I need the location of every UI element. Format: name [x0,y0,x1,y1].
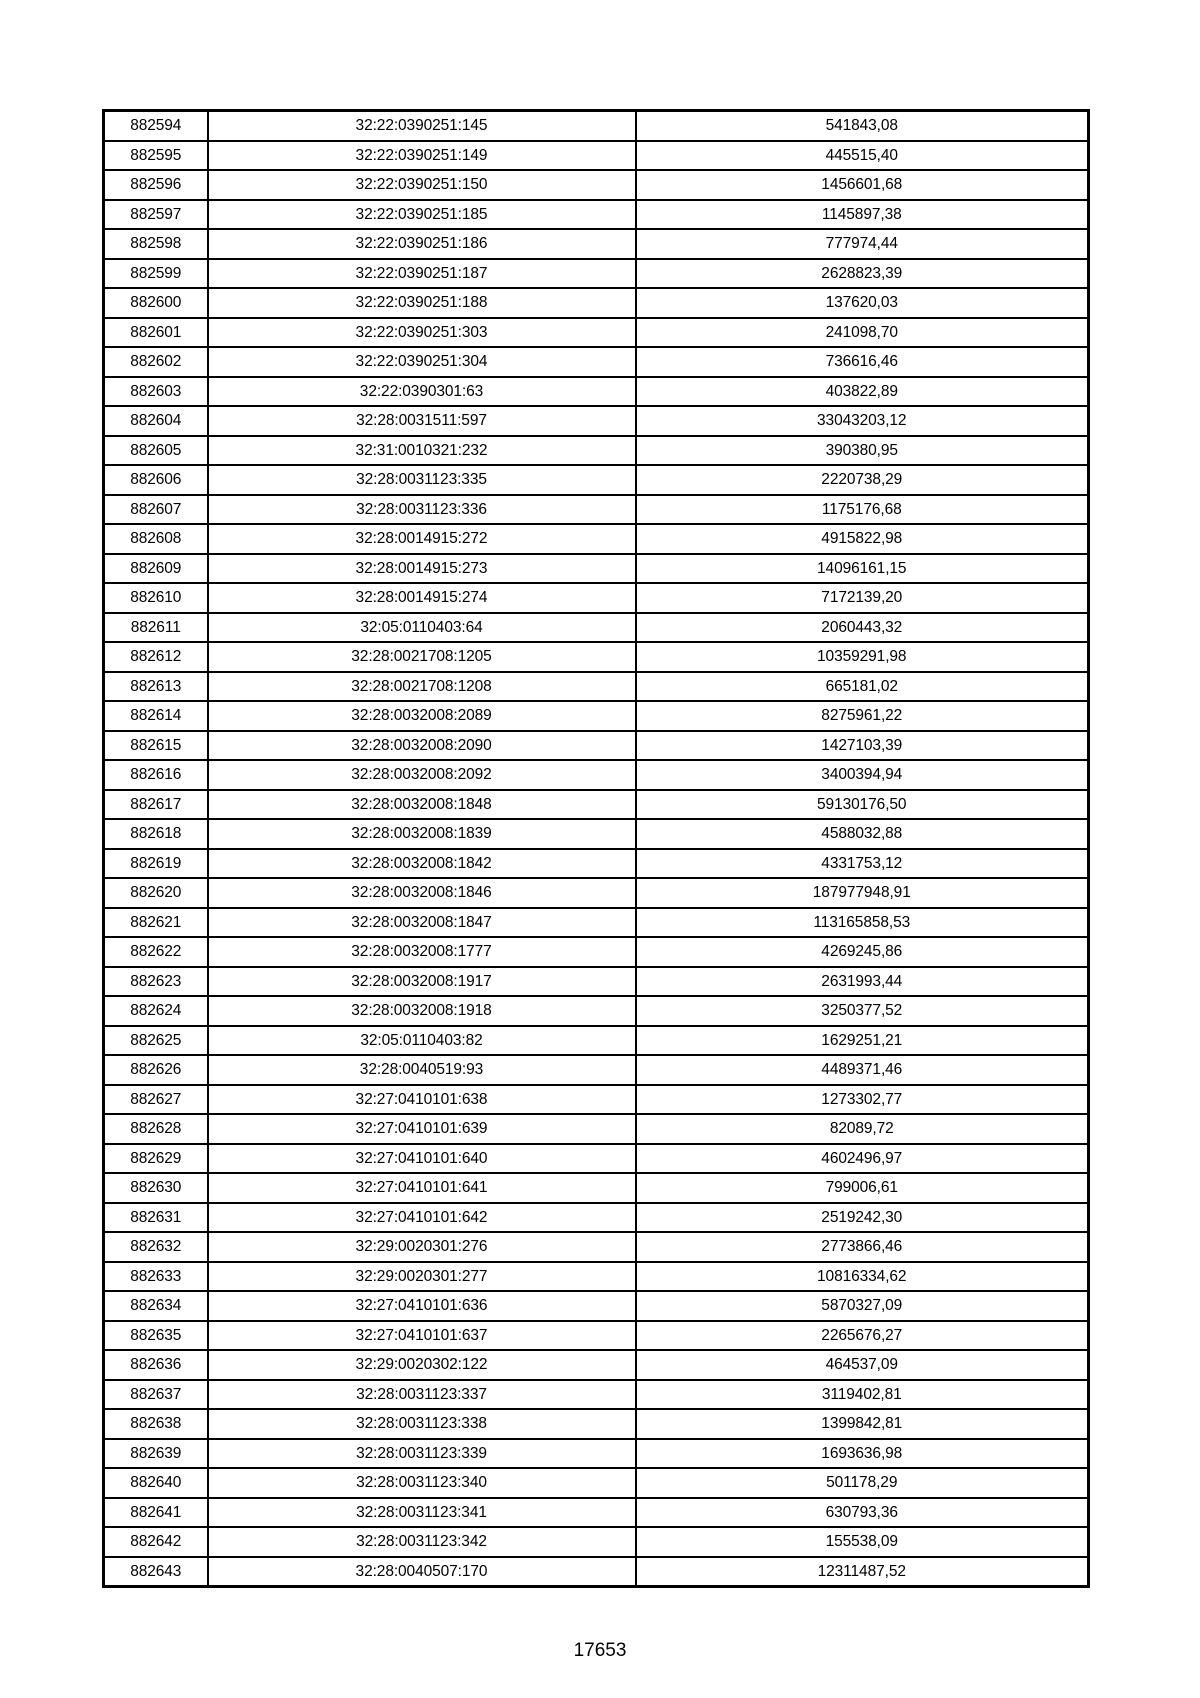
cadastral-number-cell: 32:29:0020302:122 [208,1350,636,1380]
value-cell: 3250377,52 [636,996,1089,1026]
value-cell: 1456601,68 [636,170,1089,200]
value-cell: 390380,95 [636,436,1089,466]
cadastral-number-cell: 32:28:0021708:1205 [208,642,636,672]
row-number-cell: 882637 [104,1380,208,1410]
row-number-cell: 882639 [104,1439,208,1469]
row-number-cell: 882595 [104,141,208,171]
table-row [104,613,1089,643]
cadastral-number-cell: 32:05:0110403:82 [208,1026,636,1056]
table-row [104,436,1089,466]
table-row [104,495,1089,525]
value-cell: 4915822,98 [636,524,1089,554]
table-row [104,1527,1089,1557]
cadastral-number-cell: 32:28:0031123:340 [208,1468,636,1498]
row-number-cell: 882622 [104,937,208,967]
value-cell: 630793,36 [636,1498,1089,1528]
table-row [104,1173,1089,1203]
cadastral-number-cell: 32:22:0390251:304 [208,347,636,377]
value-cell: 12311487,52 [636,1557,1089,1587]
row-number-cell: 882602 [104,347,208,377]
table-row [104,672,1089,702]
value-cell: 14096161,15 [636,554,1089,584]
row-number-cell: 882599 [104,259,208,289]
row-number-cell: 882641 [104,1498,208,1528]
cadastral-number-cell: 32:22:0390251:187 [208,259,636,289]
cadastral-number-cell: 32:28:0031123:341 [208,1498,636,1528]
row-number-cell: 882603 [104,377,208,407]
table-row [104,259,1089,289]
value-cell: 241098,70 [636,318,1089,348]
row-number-cell: 882629 [104,1144,208,1174]
cadastral-number-cell: 32:28:0032008:1842 [208,849,636,879]
table-row [104,1144,1089,1174]
table-row [104,141,1089,171]
row-number-cell: 882600 [104,288,208,318]
cadastral-number-cell: 32:22:0390301:63 [208,377,636,407]
table-body [104,111,1089,1587]
value-cell: 799006,61 [636,1173,1089,1203]
row-number-cell: 882606 [104,465,208,495]
table-row [104,1380,1089,1410]
table-row [104,554,1089,584]
value-cell: 113165858,53 [636,908,1089,938]
cadastral-number-cell: 32:28:0032008:1847 [208,908,636,938]
value-cell: 3119402,81 [636,1380,1089,1410]
value-cell: 464537,09 [636,1350,1089,1380]
row-number-cell: 882615 [104,731,208,761]
cadastral-number-cell: 32:28:0032008:2090 [208,731,636,761]
cadastral-number-cell: 32:27:0410101:640 [208,1144,636,1174]
table-row [104,1262,1089,1292]
table-row [104,229,1089,259]
value-cell: 2631993,44 [636,967,1089,997]
row-number-cell: 882610 [104,583,208,613]
value-cell: 187977948,91 [636,878,1089,908]
table-row [104,318,1089,348]
row-number-cell: 882613 [104,672,208,702]
value-cell: 1145897,38 [636,200,1089,230]
cadastral-number-cell: 32:28:0031123:336 [208,495,636,525]
table-row [104,967,1089,997]
value-cell: 501178,29 [636,1468,1089,1498]
cadastral-number-cell: 32:28:0032008:1918 [208,996,636,1026]
row-number-cell: 882594 [104,111,208,141]
value-cell: 10816334,62 [636,1262,1089,1292]
cadastral-number-cell: 32:28:0014915:274 [208,583,636,613]
value-cell: 59130176,50 [636,790,1089,820]
table-row [104,1055,1089,1085]
table-row [104,1026,1089,1056]
row-number-cell: 882597 [104,200,208,230]
value-cell: 2773866,46 [636,1232,1089,1262]
data-table [102,109,1090,1588]
table-row [104,1468,1089,1498]
cadastral-number-cell: 32:28:0031123:338 [208,1409,636,1439]
value-cell: 665181,02 [636,672,1089,702]
table-row [104,1350,1089,1380]
row-number-cell: 882630 [104,1173,208,1203]
row-number-cell: 882631 [104,1203,208,1233]
cadastral-number-cell: 32:28:0040519:93 [208,1055,636,1085]
table-row [104,819,1089,849]
cadastral-number-cell: 32:27:0410101:641 [208,1173,636,1203]
table-row [104,1498,1089,1528]
cadastral-number-cell: 32:28:0032008:1848 [208,790,636,820]
value-cell: 4602496,97 [636,1144,1089,1174]
value-cell: 2628823,39 [636,259,1089,289]
table-row [104,111,1089,141]
value-cell: 541843,08 [636,111,1089,141]
value-cell: 4331753,12 [636,849,1089,879]
row-number-cell: 882617 [104,790,208,820]
table-row [104,878,1089,908]
row-number-cell: 882614 [104,701,208,731]
row-number-cell: 882604 [104,406,208,436]
cadastral-number-cell: 32:27:0410101:637 [208,1321,636,1351]
value-cell: 1175176,68 [636,495,1089,525]
cadastral-number-cell: 32:27:0410101:636 [208,1291,636,1321]
value-cell: 445515,40 [636,141,1089,171]
row-number-cell: 882605 [104,436,208,466]
table-row [104,1557,1089,1587]
row-number-cell: 882638 [104,1409,208,1439]
value-cell: 8275961,22 [636,701,1089,731]
cadastral-number-cell: 32:28:0032008:1846 [208,878,636,908]
row-number-cell: 882633 [104,1262,208,1292]
table-row [104,170,1089,200]
table-row [104,524,1089,554]
row-number-cell: 882627 [104,1085,208,1115]
value-cell: 5870327,09 [636,1291,1089,1321]
row-number-cell: 882609 [104,554,208,584]
value-cell: 2220738,29 [636,465,1089,495]
cadastral-number-cell: 32:22:0390251:186 [208,229,636,259]
row-number-cell: 882596 [104,170,208,200]
value-cell: 777974,44 [636,229,1089,259]
cadastral-number-cell: 32:28:0031123:339 [208,1439,636,1469]
value-cell: 137620,03 [636,288,1089,318]
cadastral-number-cell: 32:28:0031123:335 [208,465,636,495]
cadastral-number-cell: 32:29:0020301:277 [208,1262,636,1292]
table-row [104,790,1089,820]
value-cell: 736616,46 [636,347,1089,377]
row-number-cell: 882626 [104,1055,208,1085]
cadastral-number-cell: 32:28:0021708:1208 [208,672,636,702]
value-cell: 82089,72 [636,1114,1089,1144]
cadastral-number-cell: 32:28:0032008:1777 [208,937,636,967]
cadastral-number-cell: 32:28:0031123:337 [208,1380,636,1410]
row-number-cell: 882636 [104,1350,208,1380]
cadastral-number-cell: 32:22:0390251:188 [208,288,636,318]
table-row [104,1203,1089,1233]
cadastral-number-cell: 32:28:0031123:342 [208,1527,636,1557]
table-row [104,1114,1089,1144]
row-number-cell: 882624 [104,996,208,1026]
cadastral-number-cell: 32:31:0010321:232 [208,436,636,466]
table-row [104,200,1089,230]
table-row [104,908,1089,938]
cadastral-number-cell: 32:28:0032008:2089 [208,701,636,731]
value-cell: 1629251,21 [636,1026,1089,1056]
row-number-cell: 882620 [104,878,208,908]
row-number-cell: 882611 [104,613,208,643]
value-cell: 4489371,46 [636,1055,1089,1085]
row-number-cell: 882619 [104,849,208,879]
cadastral-number-cell: 32:27:0410101:639 [208,1114,636,1144]
value-cell: 403822,89 [636,377,1089,407]
row-number-cell: 882634 [104,1291,208,1321]
table-row [104,849,1089,879]
value-cell: 3400394,94 [636,760,1089,790]
row-number-cell: 882628 [104,1114,208,1144]
table-row [104,760,1089,790]
table-row [104,406,1089,436]
table-row [104,288,1089,318]
row-number-cell: 882642 [104,1527,208,1557]
table-row [104,642,1089,672]
row-number-cell: 882601 [104,318,208,348]
table-row [104,1439,1089,1469]
table-row [104,347,1089,377]
row-number-cell: 882608 [104,524,208,554]
row-number-cell: 882635 [104,1321,208,1351]
table-row [104,1232,1089,1262]
cadastral-number-cell: 32:28:0032008:1839 [208,819,636,849]
cadastral-number-cell: 32:22:0390251:150 [208,170,636,200]
cadastral-number-cell: 32:28:0014915:273 [208,554,636,584]
row-number-cell: 882640 [104,1468,208,1498]
value-cell: 2265676,27 [636,1321,1089,1351]
cadastral-number-cell: 32:22:0390251:149 [208,141,636,171]
table-row [104,1409,1089,1439]
row-number-cell: 882612 [104,642,208,672]
value-cell: 7172139,20 [636,583,1089,613]
table-row [104,701,1089,731]
cadastral-number-cell: 32:05:0110403:64 [208,613,636,643]
table-row [104,1085,1089,1115]
cadastral-number-cell: 32:22:0390251:185 [208,200,636,230]
row-number-cell: 882598 [104,229,208,259]
row-number-cell: 882625 [104,1026,208,1056]
table-row [104,1321,1089,1351]
table-row [104,377,1089,407]
table-row [104,731,1089,761]
cadastral-number-cell: 32:28:0032008:2092 [208,760,636,790]
value-cell: 1693636,98 [636,1439,1089,1469]
value-cell: 4269245,86 [636,937,1089,967]
value-cell: 1273302,77 [636,1085,1089,1115]
value-cell: 1427103,39 [636,731,1089,761]
value-cell: 1399842,81 [636,1409,1089,1439]
cadastral-number-cell: 32:27:0410101:638 [208,1085,636,1115]
cadastral-number-cell: 32:22:0390251:303 [208,318,636,348]
table-row [104,465,1089,495]
row-number-cell: 882643 [104,1557,208,1587]
table-row [104,1291,1089,1321]
row-number-cell: 882616 [104,760,208,790]
table-row [104,937,1089,967]
cadastral-number-cell: 32:28:0032008:1917 [208,967,636,997]
value-cell: 33043203,12 [636,406,1089,436]
cadastral-number-cell: 32:27:0410101:642 [208,1203,636,1233]
value-cell: 2060443,32 [636,613,1089,643]
value-cell: 4588032,88 [636,819,1089,849]
page-number: 17653 [573,1640,627,1661]
cadastral-number-cell: 32:28:0040507:170 [208,1557,636,1587]
cadastral-number-cell: 32:28:0031511:597 [208,406,636,436]
table-row [104,583,1089,613]
cadastral-number-cell: 32:22:0390251:145 [208,111,636,141]
row-number-cell: 882621 [104,908,208,938]
row-number-cell: 882632 [104,1232,208,1262]
value-cell: 10359291,98 [636,642,1089,672]
cadastral-number-cell: 32:28:0014915:272 [208,524,636,554]
value-cell: 155538,09 [636,1527,1089,1557]
row-number-cell: 882607 [104,495,208,525]
row-number-cell: 882623 [104,967,208,997]
table-row [104,996,1089,1026]
value-cell: 2519242,30 [636,1203,1089,1233]
cadastral-number-cell: 32:29:0020301:276 [208,1232,636,1262]
row-number-cell: 882618 [104,819,208,849]
